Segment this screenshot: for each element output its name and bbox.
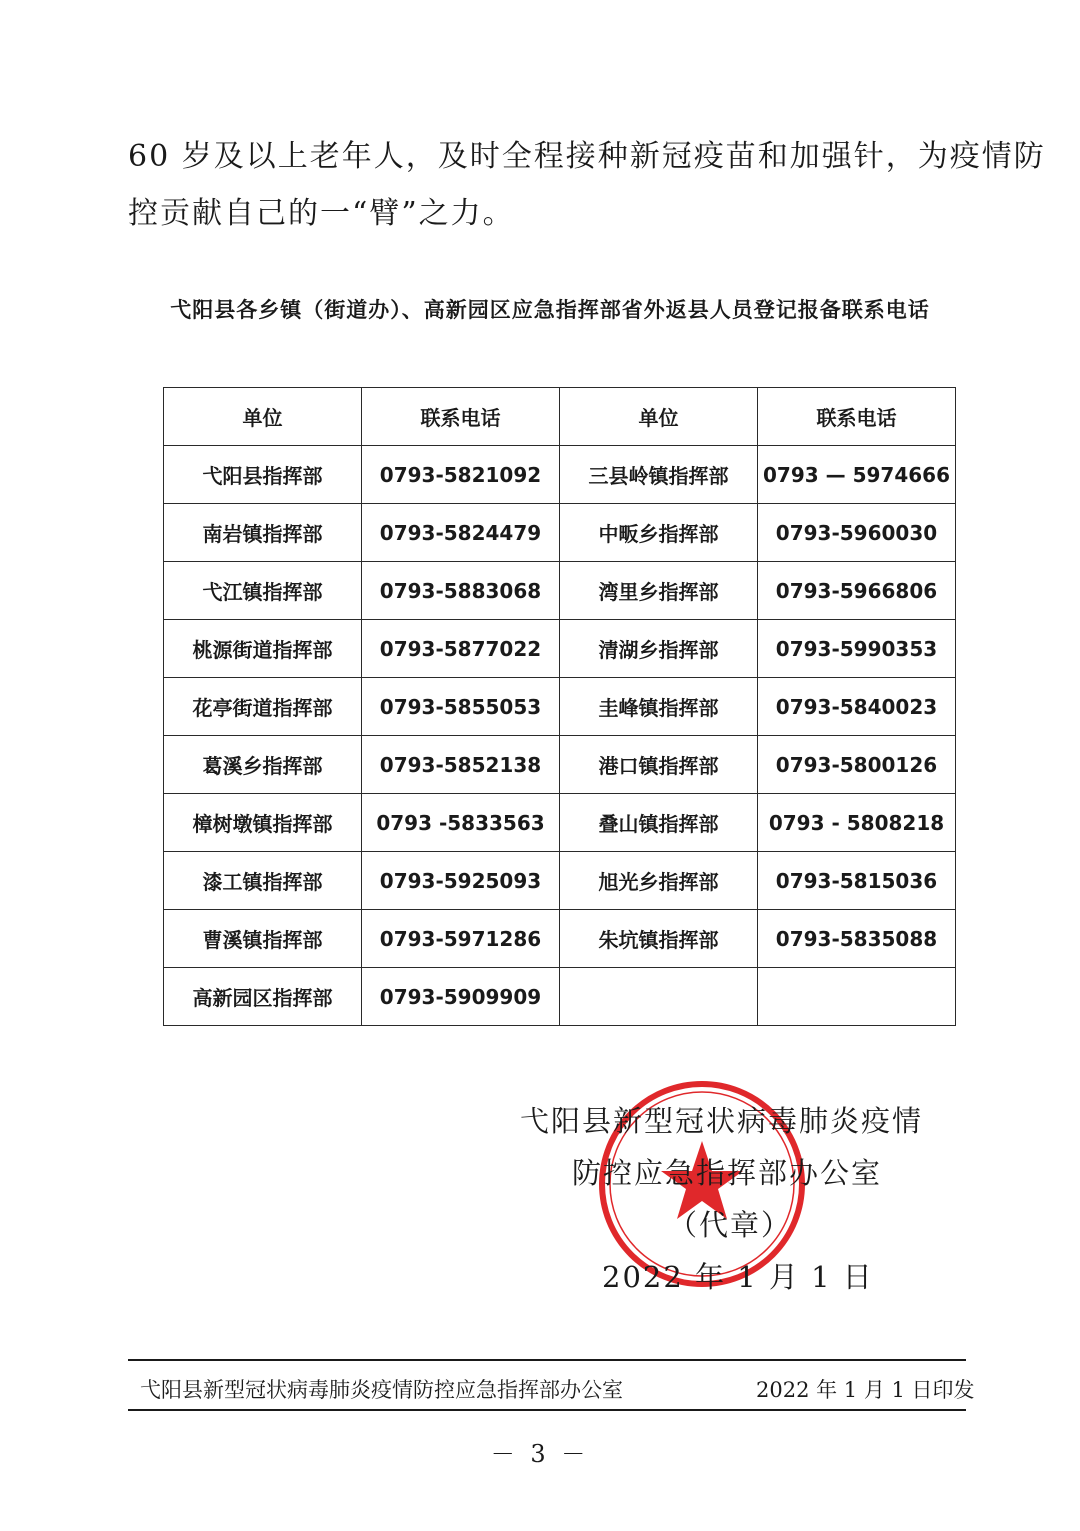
cell-phone: 0793-5966806	[758, 562, 956, 620]
cell-phone: 0793-5990353	[758, 620, 956, 678]
table-row	[164, 620, 956, 678]
cell-phone: 0793-5883068	[362, 562, 560, 620]
cell-unit: 南岩镇指挥部	[164, 504, 362, 562]
cell-phone: 0793-5840023	[758, 678, 956, 736]
cell-phone: 0793 - 5808218	[758, 794, 956, 852]
cell-phone: 0793-5824479	[362, 504, 560, 562]
paragraph-line: 60 岁及以上老年人，及时全程接种新冠疫苗和加强针，为疫情防	[128, 139, 1046, 174]
cell-phone: 0793-5821092	[362, 446, 560, 504]
page-number: － 3 －	[490, 1440, 590, 1468]
table-row	[164, 678, 956, 736]
cell-unit: 三县岭镇指挥部	[560, 446, 758, 504]
header-phone: 联系电话	[362, 388, 560, 446]
signature-seal-note: （代章）	[668, 1208, 793, 1242]
cell-unit: 旭光乡指挥部	[560, 852, 758, 910]
header-unit: 单位	[560, 388, 758, 446]
cell-phone: 0793-5960030	[758, 504, 956, 562]
cell-phone: 0793-5925093	[362, 852, 560, 910]
footer-issuer: 弋阳县新型冠状病毒肺炎疫情防控应急指挥部办公室	[140, 1378, 623, 1402]
cell-unit: 弋江镇指挥部	[164, 562, 362, 620]
cell-phone: 0793-5800126	[758, 736, 956, 794]
table-row	[164, 736, 956, 794]
cell-phone: 0793-5971286	[362, 910, 560, 968]
footer-rule-bottom	[128, 1409, 966, 1411]
cell-unit: 港口镇指挥部	[560, 736, 758, 794]
cell-unit: 花亭街道指挥部	[164, 678, 362, 736]
footer-rule-top	[128, 1359, 966, 1361]
cell-unit: 圭峰镇指挥部	[560, 678, 758, 736]
signature-org-line2: 防控应急指挥部办公室	[572, 1156, 883, 1190]
table-row	[164, 852, 956, 910]
cell-phone: 0793-5877022	[362, 620, 560, 678]
cell-unit	[560, 968, 758, 1026]
cell-phone: 0793-5835088	[758, 910, 956, 968]
table-row	[164, 910, 956, 968]
cell-phone: 0793-5909909	[362, 968, 560, 1026]
contact-table	[163, 387, 956, 1026]
table-title: 弋阳县各乡镇（街道办）、高新园区应急指挥部省外返县人员登记报备联系电话	[170, 298, 930, 322]
cell-unit: 曹溪镇指挥部	[164, 910, 362, 968]
cell-phone: 0793 -5833563	[362, 794, 560, 852]
paragraph-line: 控贡献自己的一“臂”之力。	[128, 196, 515, 231]
cell-unit: 漆工镇指挥部	[164, 852, 362, 910]
signature-org-line1: 弋阳县新型冠状病毒肺炎疫情	[520, 1104, 924, 1138]
cell-phone	[758, 968, 956, 1026]
cell-phone: 0793 — 5974666	[758, 446, 956, 504]
cell-unit: 湾里乡指挥部	[560, 562, 758, 620]
cell-unit: 清湖乡指挥部	[560, 620, 758, 678]
cell-unit: 葛溪乡指挥部	[164, 736, 362, 794]
table-row	[164, 562, 956, 620]
table-row	[164, 504, 956, 562]
cell-phone: 0793-5855053	[362, 678, 560, 736]
table-body	[164, 446, 956, 1026]
cell-unit: 叠山镇指挥部	[560, 794, 758, 852]
cell-unit: 弋阳县指挥部	[164, 446, 362, 504]
table-row	[164, 794, 956, 852]
cell-phone: 0793-5815036	[758, 852, 956, 910]
table-row	[164, 968, 956, 1026]
cell-unit: 桃源街道指挥部	[164, 620, 362, 678]
cell-unit: 高新园区指挥部	[164, 968, 362, 1026]
table-header-row	[164, 388, 956, 446]
cell-phone: 0793-5852138	[362, 736, 560, 794]
header-unit: 单位	[164, 388, 362, 446]
signature-date: 2022 年 1 月 1 日	[602, 1260, 874, 1294]
cell-unit: 中畈乡指挥部	[560, 504, 758, 562]
cell-unit: 朱坑镇指挥部	[560, 910, 758, 968]
table-row	[164, 446, 956, 504]
header-phone: 联系电话	[758, 388, 956, 446]
body-paragraph	[128, 128, 1046, 242]
footer-issue-date: 2022 年 1 月 1 日印发	[756, 1378, 975, 1402]
cell-unit: 樟树墩镇指挥部	[164, 794, 362, 852]
